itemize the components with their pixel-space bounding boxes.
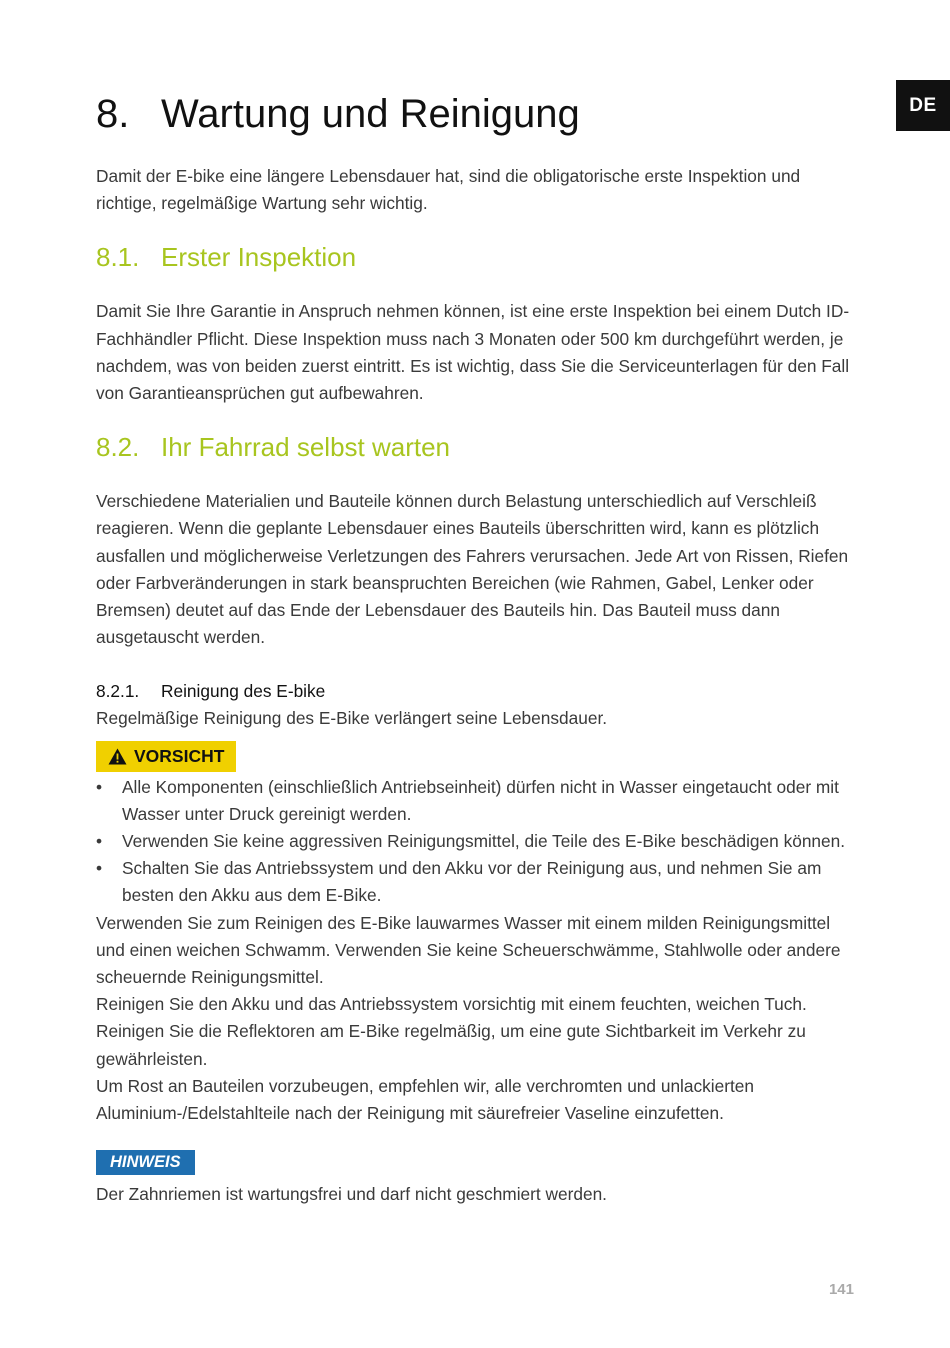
subsubsection-text: Regelmäßige Reinigung des E-Bike verlängert seine Lebensdauer.	[96, 708, 608, 729]
section-heading	[96, 88, 858, 140]
subsubsection-heading-8-2-1	[96, 678, 858, 705]
list-item	[96, 855, 858, 909]
list-item	[96, 828, 858, 855]
list-item-text: Alle Komponenten (einschließlich Antriebseinheit) dürfen nicht in Wasser eingetaucht oder mit Wasser unter Druck gereinigt werden.	[122, 776, 839, 824]
bullet-icon: •	[96, 776, 103, 797]
cleaning-paragraph-4: Um Rost an Bauteilen vorzubeugen, empfehlen wir, alle verchromten und unlackierten Aluminium-/Edelstahlteile nach der Reinigung mit säurefreier Vaseline einzufetten.	[96, 1075, 755, 1124]
caution-label	[96, 741, 236, 772]
subsection-number: 8.2.	[96, 432, 140, 463]
cleaning-paragraph-2: Reinigen Sie den Akku und das Antriebssystem vorsichtig mit einem feuchten, weichen Tuch.	[96, 994, 807, 1015]
subsection-title: Ihr Fahrrad selbst warten	[161, 432, 451, 463]
language-tab: DE	[896, 80, 950, 131]
warning-triangle-icon	[108, 748, 127, 765]
subsection-heading-8-2	[96, 430, 858, 464]
subsection-heading-8-1	[96, 240, 858, 274]
caution-list	[96, 774, 858, 910]
hint-text: Der Zahnriemen ist wartungsfrei und darf nicht geschmiert werden.	[96, 1184, 607, 1205]
cleaning-paragraph-1: Verwenden Sie zum Reinigen des E-Bike lauwarmes Wasser mit einem milden Reinigungsmittel und einen weichen Schwamm. Verwenden Sie keine Scheuerschwämme, Stahlwolle oder andere scheuernde Reinigungsmittel.	[96, 912, 841, 988]
list-item	[96, 774, 858, 828]
subsection-text-8-1: Damit Sie Ihre Garantie in Anspruch nehmen können, ist eine erste Inspektion bei einem Dutch ID-Fachhändler Pflicht. Diese Inspektion muss nach 3 Monaten oder 500 km durchgeführt werden, je nachdem, was von beiden zuerst eintritt. Es ist wichtig, dass Sie die Serviceunterlagen für den Fall von Garantieansprüchen gut aufbewahren.	[96, 301, 850, 404]
section-title: Wartung und Reinigung	[161, 92, 580, 136]
subsection-number: 8.1.	[96, 242, 140, 273]
section-number: 8.	[96, 92, 130, 136]
list-item-text: Schalten Sie das Antriebssystem und den Akku vor der Reinigung aus, und nehmen Sie am besten den Akku aus dem E-Bike.	[122, 858, 822, 906]
list-item-text: Verwenden Sie keine aggressiven Reinigungsmittel, die Teile des E-Bike beschädigen können.	[122, 831, 846, 852]
section-intro: Damit der E-bike eine längere Lebensdauer hat, sind die obligatorische erste Inspektion und richtige, regelmäßige Wartung sehr wichtig.	[96, 166, 801, 214]
caution-text: VORSICHT	[134, 745, 225, 766]
page-number: 141	[828, 1281, 854, 1298]
bullet-icon: •	[96, 831, 103, 852]
subsubsection-number: 8.2.1.	[96, 681, 140, 702]
subsection-text-8-2: Verschiedene Materialien und Bauteile können durch Belastung unterschiedlich auf Verschleiß reagieren. Wenn die geplante Lebensdauer eines Bauteils überschritten wird, kann es plötzlich ausfallen und möglicherweise Verletzungen des Fahrers verursachen. Jede Art von Rissen, Riefen oder Farbveränderungen in stark beanspruchten Bereichen (wie Rahmen, Gabel, Lenker oder Bremsen) deutet auf das Ende der Lebensdauer des Bauteils hin. Das Bauteil muss dann ausgetauscht werden.	[96, 491, 849, 648]
page-content	[96, 88, 858, 1208]
bullet-icon: •	[96, 858, 103, 879]
subsubsection-title: Reinigung des E-bike	[161, 681, 326, 702]
hint-label: HINWEIS	[96, 1150, 195, 1175]
subsection-title: Erster Inspektion	[161, 242, 357, 273]
cleaning-paragraph-3: Reinigen Sie die Reflektoren am E-Bike regelmäßig, um eine gute Sichtbarkeit im Verkehr zu gewährleisten.	[96, 1021, 806, 1069]
